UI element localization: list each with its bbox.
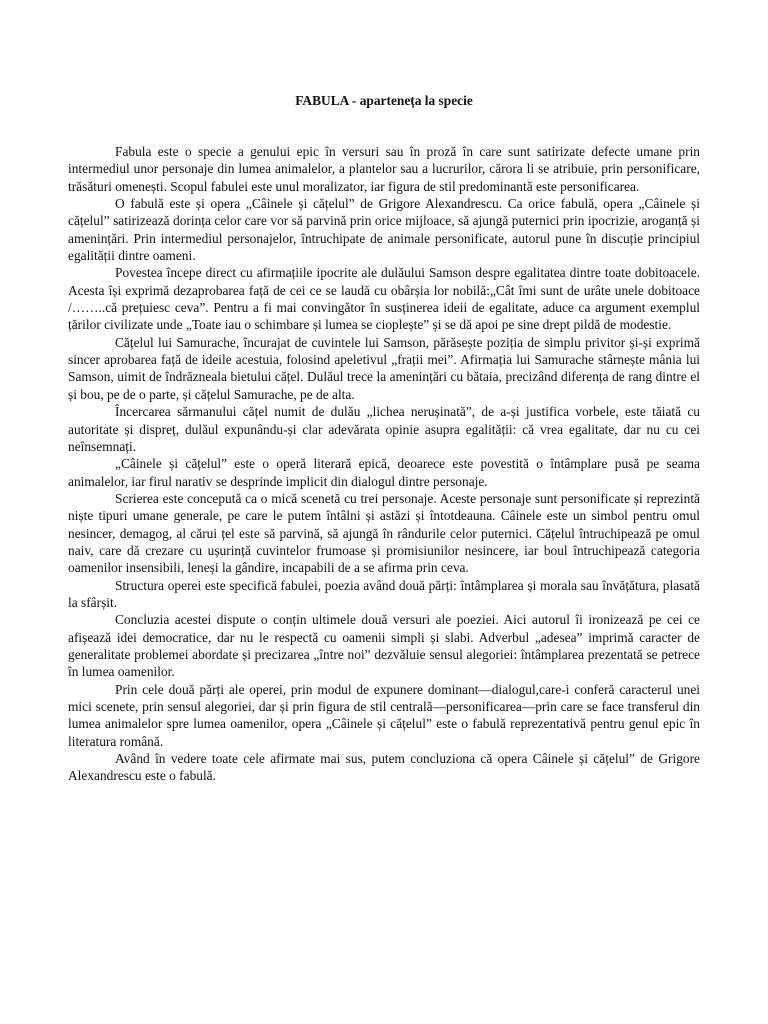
document-body — [68, 143, 700, 785]
paragraph-argument: Prin cele două părți ale operei, prin modul de expunere dominant—dialogul,care-i conferă caracterul unei mici scenete, prin sensul alegoriei, dar și prin figura de stil centrală—personificarea—prin care se face transferul din lumea animalelor spre lumea oamenilor, opera „Câinele și cățelul” este o fabulă reprezentativă pentru genul epic în literatura română. — [68, 681, 700, 749]
paragraph-structure: Structura operei este specifică fabulei, poezia având două părți: întâmplarea și morala sau învățătura, plasată la sfârșit. — [68, 577, 700, 610]
document-page — [68, 0, 700, 1024]
document-title: FABULA - aparteneța la specie — [295, 93, 473, 108]
paragraph-justification: Încercarea sărmanului cățel numit de dulău „lichea nerușinată”, de a-și justifica vorbele, este tăiată cu autoritate și dispreț, dulăul expunându-și clar adevărata opinie asupra egalității: că vrea egalitate, dar nu cu cei neînsemnați. — [68, 404, 700, 454]
paragraph-thesis: O fabulă este și opera „Câinele și cățelul” de Grigore Alexandrescu. Ca orice fabulă, opera „Câinele și cățelul” satirizează dorința celor care vor să parvină prin orice mijloace, să ajungă puternici prin ipocrizie, aroganță și amenințări. Prin intermediul personajelor, întruchipate de animale personificate, autorul pune în discuție principiul egalității dintre oameni. — [68, 196, 700, 264]
paragraph-samurache: Cățelul lui Samurache, încurajat de cuvintele lui Samson, părăsește poziția de simplu privitor și-și exprimă sincer aprobarea față de ideile acestuia, folosind apeletivul „frații mei”. Afirmația lui Samurache stârnește mânia lui Samson, uimit de îndrăzneala bietului cățel. Dulăul trece la amenințări cu bătaia, precizând diferența de rang dintre el și bou, pe de o parte, și cățelul Samurache, pe de alta. — [68, 334, 700, 402]
paragraph-characters: Scrierea este concepută ca o mică scenetă cu trei personaje. Aceste personaje sunt personificate și reprezintă niște tipuri umane generale, pe care le putem întâlni și astăzi și întotdeauna. Câinele este un simbol pentru omul nesincer, demagog, al cărui țel este să parvină, să ajungă în rândurile celor puternici. Cățelul întruchipează pe omul naiv, care dă crezare cu ușurință cuvintelor frumoase și promisiunilor nesincere, iar boul întruchipează categoria oamenilor insensibili, leneși la gândire, incapabili de a se afirma prin ceva. — [68, 490, 700, 576]
paragraph-epic: „Câinele și cățelul” este o operă literară epică, deoarece este povestită o întâmplare pusă pe seama animalelor, iar firul narativ se desprinde implicit din dialogul dintre personaje. — [68, 456, 700, 489]
paragraph-samson: Povestea începe direct cu afirmațiile ipocrite ale dulăului Samson despre egalitatea dintre toate dobitoacele. Acesta își exprimă dezaprobarea față de cei ce se laudă cu obârșia lor nobilă:„Cât îmi sunt de urâte unele dobitoace /……..că prețuiesc ceva”. Pentru a fi mai convingător în susținerea ideii de egalitate, aduce ca argument exemplul țărilor civilizate unde „Toate iau o schimbare și lumea se cioplește” și se dă apoi pe sine drept pildă de modestie. — [68, 265, 700, 333]
paragraph-moral: Concluzia acestei dispute o conțin ultimele două versuri ale poeziei. Aici autorul îi ironizează pe cei ce afișează idei democratice, dar nu le respectă cu oamenii simpli și slabi. Adverbul „adesea” imprimă caracter de generalitate problemei abordate și precizarea „între noi” dezvăluie sensul alegoriei: întâmplarea prezentată se petrece în lumea oamenilor. — [68, 612, 700, 680]
paragraph-conclusion: Având în vedere toate cele afirmate mai sus, putem concluziona că opera Câinele și cățelul” de Grigore Alexandrescu este o fabulă. — [68, 751, 700, 784]
paragraph-definition: Fabula este o specie a genului epic în versuri sau în proză în care sunt satirizate defecte umane prin intermediul unor personaje din lumea animalelor, a plantelor sau a lucrurilor, cărora li se atribuie, prin personificare, trăsături omenești. Scopul fabulei este unul moralizator, iar figura de stil predominantă este personificarea. — [68, 144, 700, 194]
